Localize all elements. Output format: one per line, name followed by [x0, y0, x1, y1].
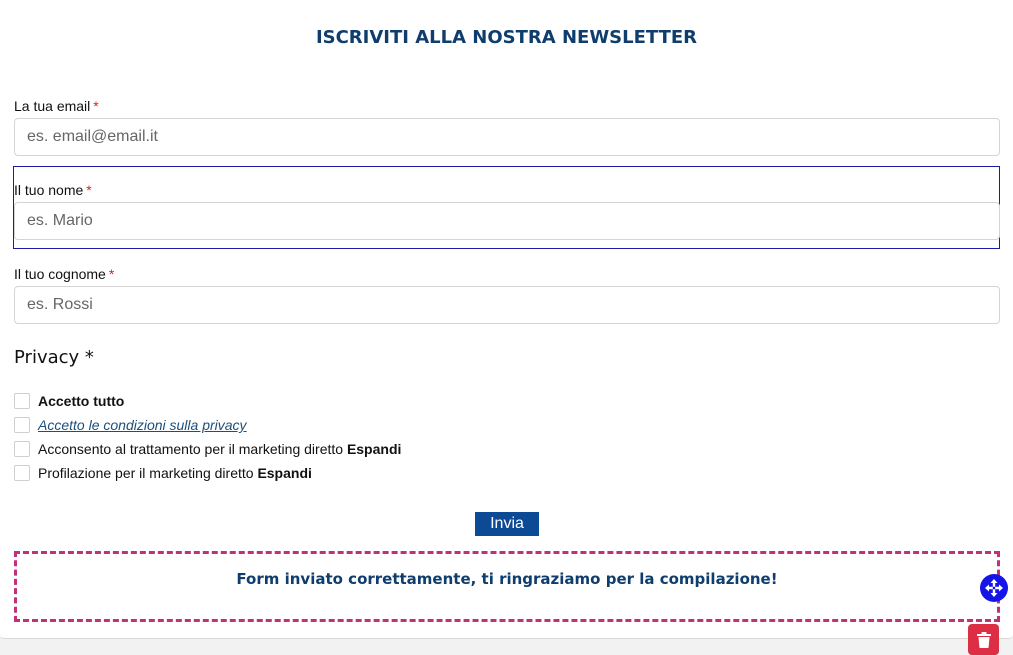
privacy-conditions-checkbox[interactable]	[14, 417, 30, 433]
profiling-expand-link[interactable]: Espandi	[257, 465, 312, 481]
success-message: Form inviato correttamente, ti ringraziamo per la compilazione!	[236, 570, 778, 588]
required-mark: *	[93, 98, 99, 114]
surname-field-group	[14, 265, 1000, 324]
privacy-option-conditions[interactable]	[14, 416, 247, 434]
form-title: ISCRIVITI ALLA NOSTRA NEWSLETTER	[315, 27, 698, 48]
marketing-expand-link[interactable]: Espandi	[346, 441, 402, 457]
privacy-option-accept-all[interactable]	[14, 392, 124, 410]
privacy-option-marketing[interactable]	[14, 440, 401, 458]
privacy-option-profiling[interactable]	[14, 464, 312, 482]
privacy-conditions-link[interactable]: Accetto le condizioni sulla privacy	[38, 417, 247, 433]
marketing-label: Acconsento al trattamento per il marketing diretto	[38, 441, 344, 457]
privacy-title: Privacy *	[14, 347, 94, 368]
email-input[interactable]	[14, 118, 1000, 156]
required-mark: *	[86, 182, 92, 198]
email-label: La tua email *	[14, 98, 99, 114]
move-handle-button[interactable]	[980, 574, 1008, 602]
profiling-checkbox[interactable]	[14, 465, 30, 481]
name-label: Il tuo nome *	[14, 182, 92, 198]
success-message-box[interactable]	[14, 551, 1000, 622]
accept-all-checkbox[interactable]	[14, 393, 30, 409]
marketing-checkbox[interactable]	[14, 441, 30, 457]
name-field-group[interactable]	[14, 181, 1000, 240]
delete-button[interactable]	[968, 624, 999, 655]
name-input[interactable]	[14, 202, 1000, 240]
accept-all-label: Accetto tutto	[38, 393, 125, 409]
trash-icon	[977, 632, 991, 648]
surname-input[interactable]	[14, 286, 1000, 324]
move-arrows-icon	[985, 579, 1003, 597]
profiling-label: Profilazione per il marketing diretto	[38, 465, 254, 481]
email-field-group	[14, 97, 1000, 156]
surname-label: Il tuo cognome *	[14, 266, 115, 282]
submit-button[interactable]: Invia	[475, 512, 539, 536]
required-mark: *	[108, 266, 115, 282]
